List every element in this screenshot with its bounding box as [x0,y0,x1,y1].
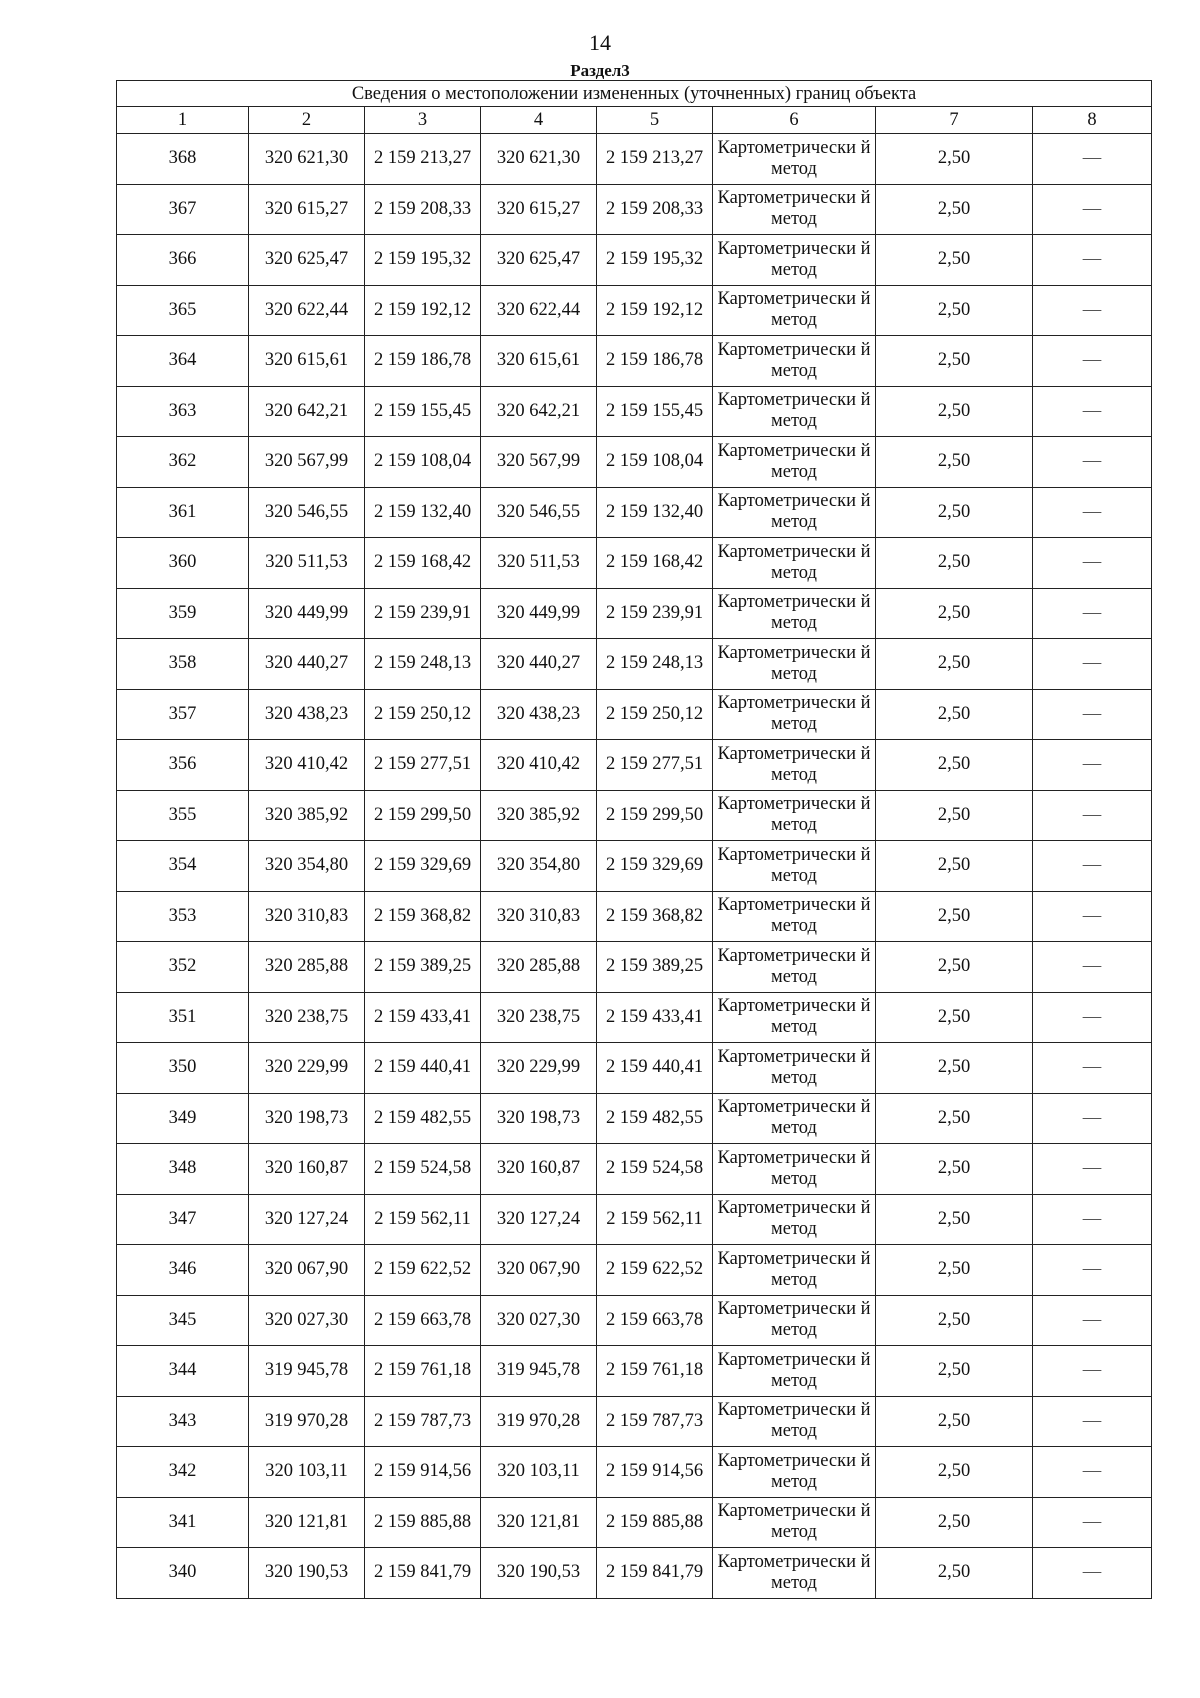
table-row [117,1194,1152,1245]
y-coordinate-updated: 2 159 208,33 [597,184,713,235]
x-coordinate-updated: 320 546,55 [481,487,597,538]
y-coordinate-existing: 2 159 841,79 [365,1548,481,1599]
method-cell: Картометрически й метод [713,639,876,690]
column-number-1: 1 [117,107,249,134]
table-row [117,1548,1152,1599]
y-coordinate-existing: 2 159 787,73 [365,1396,481,1447]
y-coordinate-existing: 2 159 195,32 [365,235,481,286]
table-body [117,134,1152,1599]
accuracy-cell: 2,50 [876,437,1033,488]
y-coordinate-existing: 2 159 250,12 [365,689,481,740]
table-row [117,790,1152,841]
x-coordinate-updated: 319 945,78 [481,1346,597,1397]
accuracy-cell: 2,50 [876,942,1033,993]
y-coordinate-existing: 2 159 299,50 [365,790,481,841]
table-row [117,588,1152,639]
point-number: 367 [117,184,249,235]
table-row [117,1144,1152,1195]
y-coordinate-existing: 2 159 433,41 [365,992,481,1043]
y-coordinate-existing: 2 159 108,04 [365,437,481,488]
column-number-row [117,107,1152,134]
method-cell: Картометрически й метод [713,1194,876,1245]
y-coordinate-existing: 2 159 482,55 [365,1093,481,1144]
x-coordinate-existing: 319 970,28 [249,1396,365,1447]
table-row [117,992,1152,1043]
method-cell: Картометрически й метод [713,689,876,740]
table-row [117,891,1152,942]
y-coordinate-existing: 2 159 389,25 [365,942,481,993]
y-coordinate-updated: 2 159 440,41 [597,1043,713,1094]
method-cell: Картометрически й метод [713,285,876,336]
x-coordinate-existing: 320 546,55 [249,487,365,538]
y-coordinate-existing: 2 159 622,52 [365,1245,481,1296]
table-row [117,336,1152,387]
table-row [117,1497,1152,1548]
y-coordinate-existing: 2 159 186,78 [365,336,481,387]
point-number: 361 [117,487,249,538]
x-coordinate-existing: 320 567,99 [249,437,365,488]
y-coordinate-existing: 2 159 663,78 [365,1295,481,1346]
accuracy-cell: 2,50 [876,538,1033,589]
y-coordinate-existing: 2 159 132,40 [365,487,481,538]
x-coordinate-updated: 320 190,53 [481,1548,597,1599]
column-number-7: 7 [876,107,1033,134]
x-coordinate-updated: 320 621,30 [481,134,597,185]
x-coordinate-existing: 320 160,87 [249,1144,365,1195]
table-row [117,487,1152,538]
x-coordinate-existing: 320 438,23 [249,689,365,740]
accuracy-cell: 2,50 [876,588,1033,639]
accuracy-cell: 2,50 [876,336,1033,387]
y-coordinate-updated: 2 159 433,41 [597,992,713,1043]
x-coordinate-existing: 320 285,88 [249,942,365,993]
column-number-6: 6 [713,107,876,134]
point-number: 351 [117,992,249,1043]
description-cell: — [1033,235,1152,286]
y-coordinate-existing: 2 159 885,88 [365,1497,481,1548]
point-number: 356 [117,740,249,791]
y-coordinate-updated: 2 159 192,12 [597,285,713,336]
y-coordinate-updated: 2 159 914,56 [597,1447,713,1498]
y-coordinate-existing: 2 159 248,13 [365,639,481,690]
y-coordinate-updated: 2 159 277,51 [597,740,713,791]
description-cell: — [1033,538,1152,589]
point-number: 355 [117,790,249,841]
point-number: 343 [117,1396,249,1447]
table-row [117,689,1152,740]
accuracy-cell: 2,50 [876,184,1033,235]
y-coordinate-existing: 2 159 239,91 [365,588,481,639]
table-row [117,285,1152,336]
description-cell: — [1033,134,1152,185]
boundary-coordinates-table [116,80,1152,1599]
accuracy-cell: 2,50 [876,1396,1033,1447]
y-coordinate-updated: 2 159 213,27 [597,134,713,185]
description-cell: — [1033,740,1152,791]
y-coordinate-existing: 2 159 168,42 [365,538,481,589]
description-cell: — [1033,386,1152,437]
table-row [117,1043,1152,1094]
x-coordinate-updated: 320 067,90 [481,1245,597,1296]
x-coordinate-existing: 320 229,99 [249,1043,365,1094]
x-coordinate-updated: 320 615,27 [481,184,597,235]
column-number-8: 8 [1033,107,1152,134]
point-number: 360 [117,538,249,589]
description-cell: — [1033,1144,1152,1195]
method-cell: Картометрически й метод [713,1093,876,1144]
accuracy-cell: 2,50 [876,1295,1033,1346]
x-coordinate-existing: 320 238,75 [249,992,365,1043]
description-cell: — [1033,1548,1152,1599]
description-cell: — [1033,437,1152,488]
method-cell: Картометрически й метод [713,942,876,993]
y-coordinate-updated: 2 159 299,50 [597,790,713,841]
y-coordinate-updated: 2 159 368,82 [597,891,713,942]
accuracy-cell: 2,50 [876,740,1033,791]
y-coordinate-existing: 2 159 192,12 [365,285,481,336]
accuracy-cell: 2,50 [876,1447,1033,1498]
x-coordinate-existing: 320 615,27 [249,184,365,235]
description-cell: — [1033,1043,1152,1094]
table-caption: Сведения о местоположении измененных (уточненных) границ объекта [117,81,1152,107]
y-coordinate-updated: 2 159 524,58 [597,1144,713,1195]
description-cell: — [1033,689,1152,740]
y-coordinate-existing: 2 159 213,27 [365,134,481,185]
y-coordinate-updated: 2 159 841,79 [597,1548,713,1599]
y-coordinate-updated: 2 159 248,13 [597,639,713,690]
accuracy-cell: 2,50 [876,386,1033,437]
description-cell: — [1033,1093,1152,1144]
y-coordinate-updated: 2 159 168,42 [597,538,713,589]
x-coordinate-existing: 320 354,80 [249,841,365,892]
accuracy-cell: 2,50 [876,487,1033,538]
x-coordinate-existing: 320 310,83 [249,891,365,942]
table-row [117,1346,1152,1397]
column-number-4: 4 [481,107,597,134]
accuracy-cell: 2,50 [876,992,1033,1043]
x-coordinate-existing: 320 190,53 [249,1548,365,1599]
method-cell: Картометрически й метод [713,1346,876,1397]
table-row [117,639,1152,690]
x-coordinate-updated: 320 385,92 [481,790,597,841]
x-coordinate-updated: 320 027,30 [481,1295,597,1346]
x-coordinate-existing: 320 385,92 [249,790,365,841]
x-coordinate-updated: 320 310,83 [481,891,597,942]
accuracy-cell: 2,50 [876,1043,1033,1094]
x-coordinate-existing: 320 622,44 [249,285,365,336]
point-number: 353 [117,891,249,942]
x-coordinate-existing: 320 410,42 [249,740,365,791]
y-coordinate-existing: 2 159 524,58 [365,1144,481,1195]
description-cell: — [1033,336,1152,387]
accuracy-cell: 2,50 [876,1245,1033,1296]
accuracy-cell: 2,50 [876,639,1033,690]
point-number: 341 [117,1497,249,1548]
y-coordinate-updated: 2 159 195,32 [597,235,713,286]
description-cell: — [1033,841,1152,892]
description-cell: — [1033,891,1152,942]
x-coordinate-existing: 320 621,30 [249,134,365,185]
accuracy-cell: 2,50 [876,1346,1033,1397]
y-coordinate-updated: 2 159 562,11 [597,1194,713,1245]
point-number: 349 [117,1093,249,1144]
y-coordinate-updated: 2 159 155,45 [597,386,713,437]
description-cell: — [1033,992,1152,1043]
table-row [117,1295,1152,1346]
point-number: 364 [117,336,249,387]
x-coordinate-updated: 320 229,99 [481,1043,597,1094]
point-number: 342 [117,1447,249,1498]
table-row [117,184,1152,235]
point-number: 352 [117,942,249,993]
accuracy-cell: 2,50 [876,1144,1033,1195]
method-cell: Картометрически й метод [713,184,876,235]
table-row [117,134,1152,185]
method-cell: Картометрически й метод [713,235,876,286]
y-coordinate-updated: 2 159 885,88 [597,1497,713,1548]
y-coordinate-updated: 2 159 761,18 [597,1346,713,1397]
method-cell: Картометрически й метод [713,841,876,892]
method-cell: Картометрически й метод [713,1548,876,1599]
point-number: 365 [117,285,249,336]
description-cell: — [1033,1447,1152,1498]
point-number: 354 [117,841,249,892]
x-coordinate-existing: 320 615,61 [249,336,365,387]
x-coordinate-updated: 320 354,80 [481,841,597,892]
description-cell: — [1033,639,1152,690]
method-cell: Картометрически й метод [713,790,876,841]
accuracy-cell: 2,50 [876,1548,1033,1599]
point-number: 359 [117,588,249,639]
accuracy-cell: 2,50 [876,285,1033,336]
point-number: 345 [117,1295,249,1346]
x-coordinate-updated: 319 970,28 [481,1396,597,1447]
x-coordinate-updated: 320 438,23 [481,689,597,740]
x-coordinate-existing: 320 127,24 [249,1194,365,1245]
x-coordinate-updated: 320 615,61 [481,336,597,387]
description-cell: — [1033,942,1152,993]
description-cell: — [1033,1497,1152,1548]
y-coordinate-updated: 2 159 132,40 [597,487,713,538]
y-coordinate-updated: 2 159 250,12 [597,689,713,740]
method-cell: Картометрически й метод [713,437,876,488]
accuracy-cell: 2,50 [876,1093,1033,1144]
description-cell: — [1033,1194,1152,1245]
x-coordinate-updated: 320 511,53 [481,538,597,589]
description-cell: — [1033,588,1152,639]
y-coordinate-updated: 2 159 787,73 [597,1396,713,1447]
point-number: 347 [117,1194,249,1245]
method-cell: Картометрически й метод [713,588,876,639]
page-number: 14 [589,30,611,55]
y-coordinate-updated: 2 159 239,91 [597,588,713,639]
column-number-2: 2 [249,107,365,134]
y-coordinate-updated: 2 159 622,52 [597,1245,713,1296]
y-coordinate-existing: 2 159 440,41 [365,1043,481,1094]
method-cell: Картометрически й метод [713,1396,876,1447]
y-coordinate-existing: 2 159 277,51 [365,740,481,791]
description-cell: — [1033,1396,1152,1447]
description-cell: — [1033,1245,1152,1296]
description-cell: — [1033,285,1152,336]
table-row [117,437,1152,488]
table-row [117,1093,1152,1144]
x-coordinate-updated: 320 198,73 [481,1093,597,1144]
y-coordinate-existing: 2 159 155,45 [365,386,481,437]
accuracy-cell: 2,50 [876,841,1033,892]
method-cell: Картометрически й метод [713,1043,876,1094]
method-cell: Картометрически й метод [713,134,876,185]
table-row [117,1396,1152,1447]
x-coordinate-updated: 320 625,47 [481,235,597,286]
x-coordinate-updated: 320 103,11 [481,1447,597,1498]
accuracy-cell: 2,50 [876,1194,1033,1245]
accuracy-cell: 2,50 [876,134,1033,185]
x-coordinate-existing: 320 449,99 [249,588,365,639]
x-coordinate-existing: 320 027,30 [249,1295,365,1346]
accuracy-cell: 2,50 [876,235,1033,286]
x-coordinate-existing: 320 511,53 [249,538,365,589]
point-number: 346 [117,1245,249,1296]
method-cell: Картометрически й метод [713,1497,876,1548]
point-number: 366 [117,235,249,286]
method-cell: Картометрически й метод [713,386,876,437]
y-coordinate-existing: 2 159 761,18 [365,1346,481,1397]
x-coordinate-existing: 320 121,81 [249,1497,365,1548]
column-number-3: 3 [365,107,481,134]
method-cell: Картометрически й метод [713,487,876,538]
table-row [117,1245,1152,1296]
x-coordinate-updated: 320 622,44 [481,285,597,336]
y-coordinate-updated: 2 159 389,25 [597,942,713,993]
method-cell: Картометрически й метод [713,1245,876,1296]
description-cell: — [1033,790,1152,841]
point-number: 350 [117,1043,249,1094]
method-cell: Картометрически й метод [713,740,876,791]
point-number: 368 [117,134,249,185]
table-row [117,235,1152,286]
x-coordinate-existing: 320 103,11 [249,1447,365,1498]
point-number: 357 [117,689,249,740]
x-coordinate-updated: 320 121,81 [481,1497,597,1548]
method-cell: Картометрически й метод [713,336,876,387]
method-cell: Картометрически й метод [713,538,876,589]
point-number: 348 [117,1144,249,1195]
table-row [117,740,1152,791]
x-coordinate-updated: 320 642,21 [481,386,597,437]
x-coordinate-updated: 320 440,27 [481,639,597,690]
x-coordinate-updated: 320 238,75 [481,992,597,1043]
description-cell: — [1033,487,1152,538]
point-number: 344 [117,1346,249,1397]
x-coordinate-existing: 320 642,21 [249,386,365,437]
point-number: 363 [117,386,249,437]
x-coordinate-updated: 320 285,88 [481,942,597,993]
point-number: 340 [117,1548,249,1599]
method-cell: Картометрически й метод [713,891,876,942]
method-cell: Картометрически й метод [713,992,876,1043]
table-row [117,386,1152,437]
y-coordinate-existing: 2 159 208,33 [365,184,481,235]
table-row [117,942,1152,993]
x-coordinate-existing: 320 440,27 [249,639,365,690]
x-coordinate-updated: 320 127,24 [481,1194,597,1245]
description-cell: — [1033,1295,1152,1346]
method-cell: Картометрически й метод [713,1447,876,1498]
y-coordinate-updated: 2 159 663,78 [597,1295,713,1346]
y-coordinate-updated: 2 159 482,55 [597,1093,713,1144]
accuracy-cell: 2,50 [876,790,1033,841]
y-coordinate-existing: 2 159 562,11 [365,1194,481,1245]
y-coordinate-existing: 2 159 329,69 [365,841,481,892]
x-coordinate-updated: 320 410,42 [481,740,597,791]
y-coordinate-updated: 2 159 329,69 [597,841,713,892]
x-coordinate-existing: 320 067,90 [249,1245,365,1296]
y-coordinate-updated: 2 159 186,78 [597,336,713,387]
point-number: 358 [117,639,249,690]
accuracy-cell: 2,50 [876,689,1033,740]
x-coordinate-updated: 320 449,99 [481,588,597,639]
method-cell: Картометрически й метод [713,1295,876,1346]
y-coordinate-updated: 2 159 108,04 [597,437,713,488]
accuracy-cell: 2,50 [876,1497,1033,1548]
x-coordinate-updated: 320 567,99 [481,437,597,488]
x-coordinate-existing: 319 945,78 [249,1346,365,1397]
section-title: Раздел3 [570,61,630,80]
method-cell: Картометрически й метод [713,1144,876,1195]
description-cell: — [1033,1346,1152,1397]
point-number: 362 [117,437,249,488]
table-row [117,1447,1152,1498]
accuracy-cell: 2,50 [876,891,1033,942]
y-coordinate-existing: 2 159 914,56 [365,1447,481,1498]
column-number-5: 5 [597,107,713,134]
description-cell: — [1033,184,1152,235]
table-row [117,841,1152,892]
y-coordinate-existing: 2 159 368,82 [365,891,481,942]
x-coordinate-existing: 320 625,47 [249,235,365,286]
table-row [117,538,1152,589]
x-coordinate-existing: 320 198,73 [249,1093,365,1144]
x-coordinate-updated: 320 160,87 [481,1144,597,1195]
